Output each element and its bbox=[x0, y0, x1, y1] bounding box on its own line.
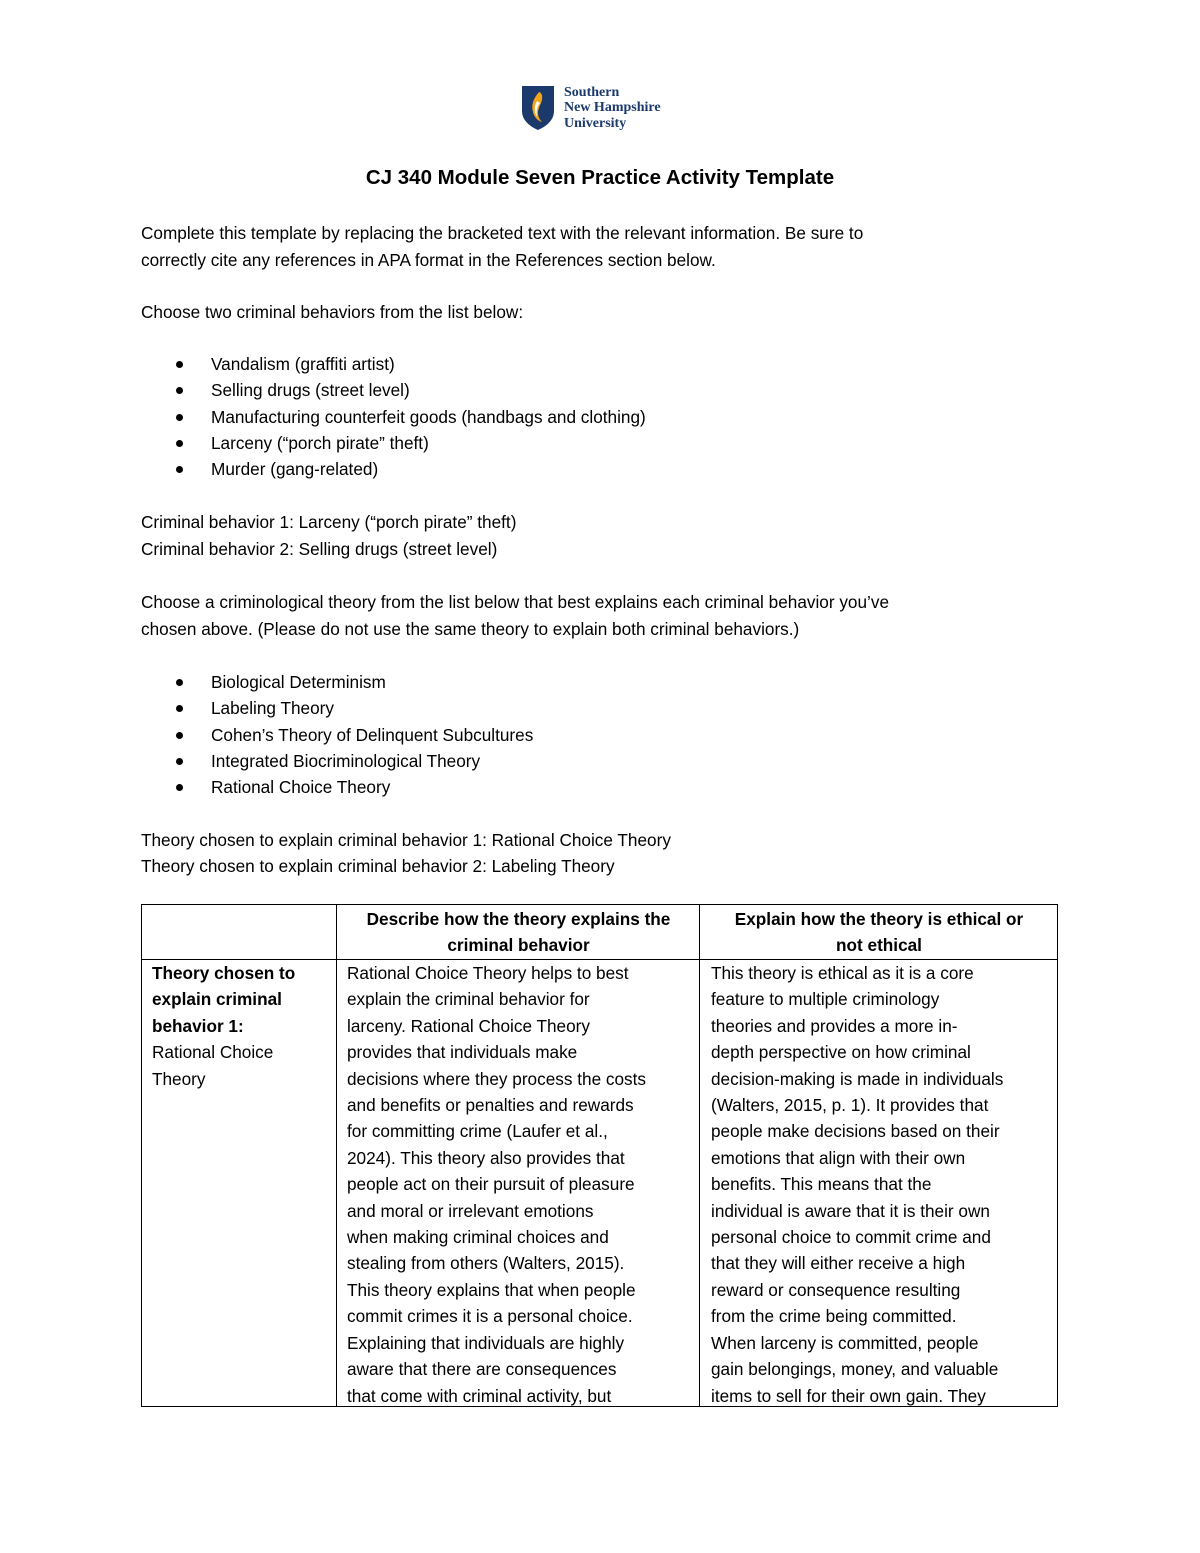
list-item: Rational Choice Theory bbox=[141, 774, 533, 800]
text-line: from the crime being committed. bbox=[711, 1306, 957, 1327]
text-line: for committing crime (Laufer et al., bbox=[347, 1121, 608, 1142]
criminal-behavior-2: Criminal behavior 2: Selling drugs (street level) bbox=[141, 539, 498, 559]
logo-line-1: Southern bbox=[564, 84, 620, 100]
text-line: provides that individuals make bbox=[347, 1042, 578, 1063]
text-line: people make decisions based on their bbox=[711, 1121, 1000, 1142]
text-line: 2024). This theory also provides that bbox=[347, 1147, 625, 1168]
list-item: Integrated Biocriminological Theory bbox=[141, 748, 533, 774]
text-line: people act on their pursuit of pleasure bbox=[347, 1174, 635, 1195]
text-line: feature to multiple criminology bbox=[711, 989, 940, 1010]
list-item: Larceny (“porch pirate” theft) bbox=[141, 430, 646, 456]
text-line: reward or consequence resulting bbox=[711, 1279, 961, 1300]
theories-list bbox=[141, 669, 533, 800]
behaviors-list bbox=[141, 351, 646, 482]
table-divider bbox=[699, 905, 700, 1406]
text-line: decisions where they process the costs bbox=[347, 1068, 647, 1089]
text-line: and moral or irrelevant emotions bbox=[347, 1200, 594, 1221]
text-line: depth perspective on how criminal bbox=[711, 1042, 971, 1063]
list-item: Biological Determinism bbox=[141, 669, 533, 695]
text-line: that come with criminal activity, but bbox=[347, 1385, 612, 1406]
text-line: when making criminal choices and bbox=[347, 1227, 609, 1248]
text-line: This theory is ethical as it is a core bbox=[711, 963, 974, 983]
text-line: Rational Choice Theory helps to best bbox=[347, 963, 629, 983]
header-describe bbox=[338, 906, 699, 959]
row1-ethics bbox=[711, 960, 1057, 1409]
text-line: Explaining that individuals are highly bbox=[347, 1332, 625, 1353]
header-ethical bbox=[701, 906, 1057, 959]
row-label-line: Theory bbox=[152, 1068, 206, 1089]
intro-line-1: Complete this template by replacing the bracketed text with the relevant information. Be sure to bbox=[141, 223, 864, 243]
logo-line-3: University bbox=[564, 115, 627, 131]
behaviors-prompt: Choose two criminal behaviors from the list below: bbox=[141, 302, 524, 322]
shield-flame-icon bbox=[521, 85, 555, 131]
text-line: explain the criminal behavior for bbox=[347, 989, 590, 1010]
intro-line-2: correctly cite any references in APA format in the References section below. bbox=[141, 250, 716, 270]
text-line: When larceny is committed, people bbox=[711, 1332, 979, 1353]
header-line: criminal behavior bbox=[447, 935, 590, 956]
row-label-line: Rational Choice bbox=[152, 1042, 274, 1063]
theory-chosen-1: Theory chosen to explain criminal behavior 1: Rational Choice Theory bbox=[141, 830, 671, 850]
text-line: This theory explains that when people bbox=[347, 1279, 636, 1300]
list-item: Labeling Theory bbox=[141, 695, 533, 721]
university-logo bbox=[521, 84, 661, 132]
university-name bbox=[564, 85, 661, 132]
criminal-behavior-1: Criminal behavior 1: Larceny (“porch pirate” theft) bbox=[141, 512, 517, 532]
text-line: aware that there are consequences bbox=[347, 1359, 617, 1380]
text-line: that they will either receive a high bbox=[711, 1253, 966, 1274]
document-title: CJ 340 Module Seven Practice Activity Template bbox=[365, 166, 835, 189]
theory-prompt-line-1: Choose a criminological theory from the list below that best explains each criminal behavior you’ve bbox=[141, 592, 890, 612]
text-line: individual is aware that it is their own bbox=[711, 1200, 990, 1221]
row1-description bbox=[347, 960, 697, 1409]
table-divider bbox=[336, 905, 337, 1406]
header-line: not ethical bbox=[836, 935, 922, 956]
header-line: Describe how the theory explains the bbox=[366, 909, 671, 929]
text-line: larceny. Rational Choice Theory bbox=[347, 1015, 590, 1036]
text-line: gain belongings, money, and valuable bbox=[711, 1359, 999, 1380]
text-line: items to sell for their own gain. They bbox=[711, 1385, 986, 1406]
list-item: Cohen’s Theory of Delinquent Subcultures bbox=[141, 722, 533, 748]
text-line: stealing from others (Walters, 2015). bbox=[347, 1253, 625, 1274]
row-label-line: behavior 1: bbox=[152, 1015, 244, 1036]
header-line: Explain how the theory is ethical or bbox=[734, 909, 1024, 929]
list-item: Manufacturing counterfeit goods (handbags and clothing) bbox=[141, 404, 646, 430]
logo-line-2: New Hampshire bbox=[564, 100, 661, 116]
row-label-line: Theory chosen to bbox=[152, 963, 296, 983]
row-label-theory-1 bbox=[152, 960, 332, 1092]
text-line: theories and provides a more in- bbox=[711, 1015, 958, 1036]
row-label-line: explain criminal bbox=[152, 989, 282, 1010]
text-line: and benefits or penalties and rewards bbox=[347, 1095, 634, 1116]
text-line: benefits. This means that the bbox=[711, 1174, 932, 1195]
list-item: Vandalism (graffiti artist) bbox=[141, 351, 646, 377]
list-item: Selling drugs (street level) bbox=[141, 377, 646, 403]
list-item: Murder (gang-related) bbox=[141, 456, 646, 482]
text-line: decision-making is made in individuals bbox=[711, 1068, 1004, 1089]
theory-prompt-line-2: chosen above. (Please do not use the same theory to explain both criminal behaviors.) bbox=[141, 619, 800, 639]
theory-chosen-2: Theory chosen to explain criminal behavior 2: Labeling Theory bbox=[141, 856, 615, 876]
text-line: commit crimes it is a personal choice. bbox=[347, 1306, 633, 1327]
text-line: emotions that align with their own bbox=[711, 1147, 966, 1168]
text-line: (Walters, 2015, p. 1). It provides that bbox=[711, 1095, 989, 1116]
text-line: personal choice to commit crime and bbox=[711, 1227, 991, 1248]
theory-table bbox=[141, 904, 1058, 1407]
